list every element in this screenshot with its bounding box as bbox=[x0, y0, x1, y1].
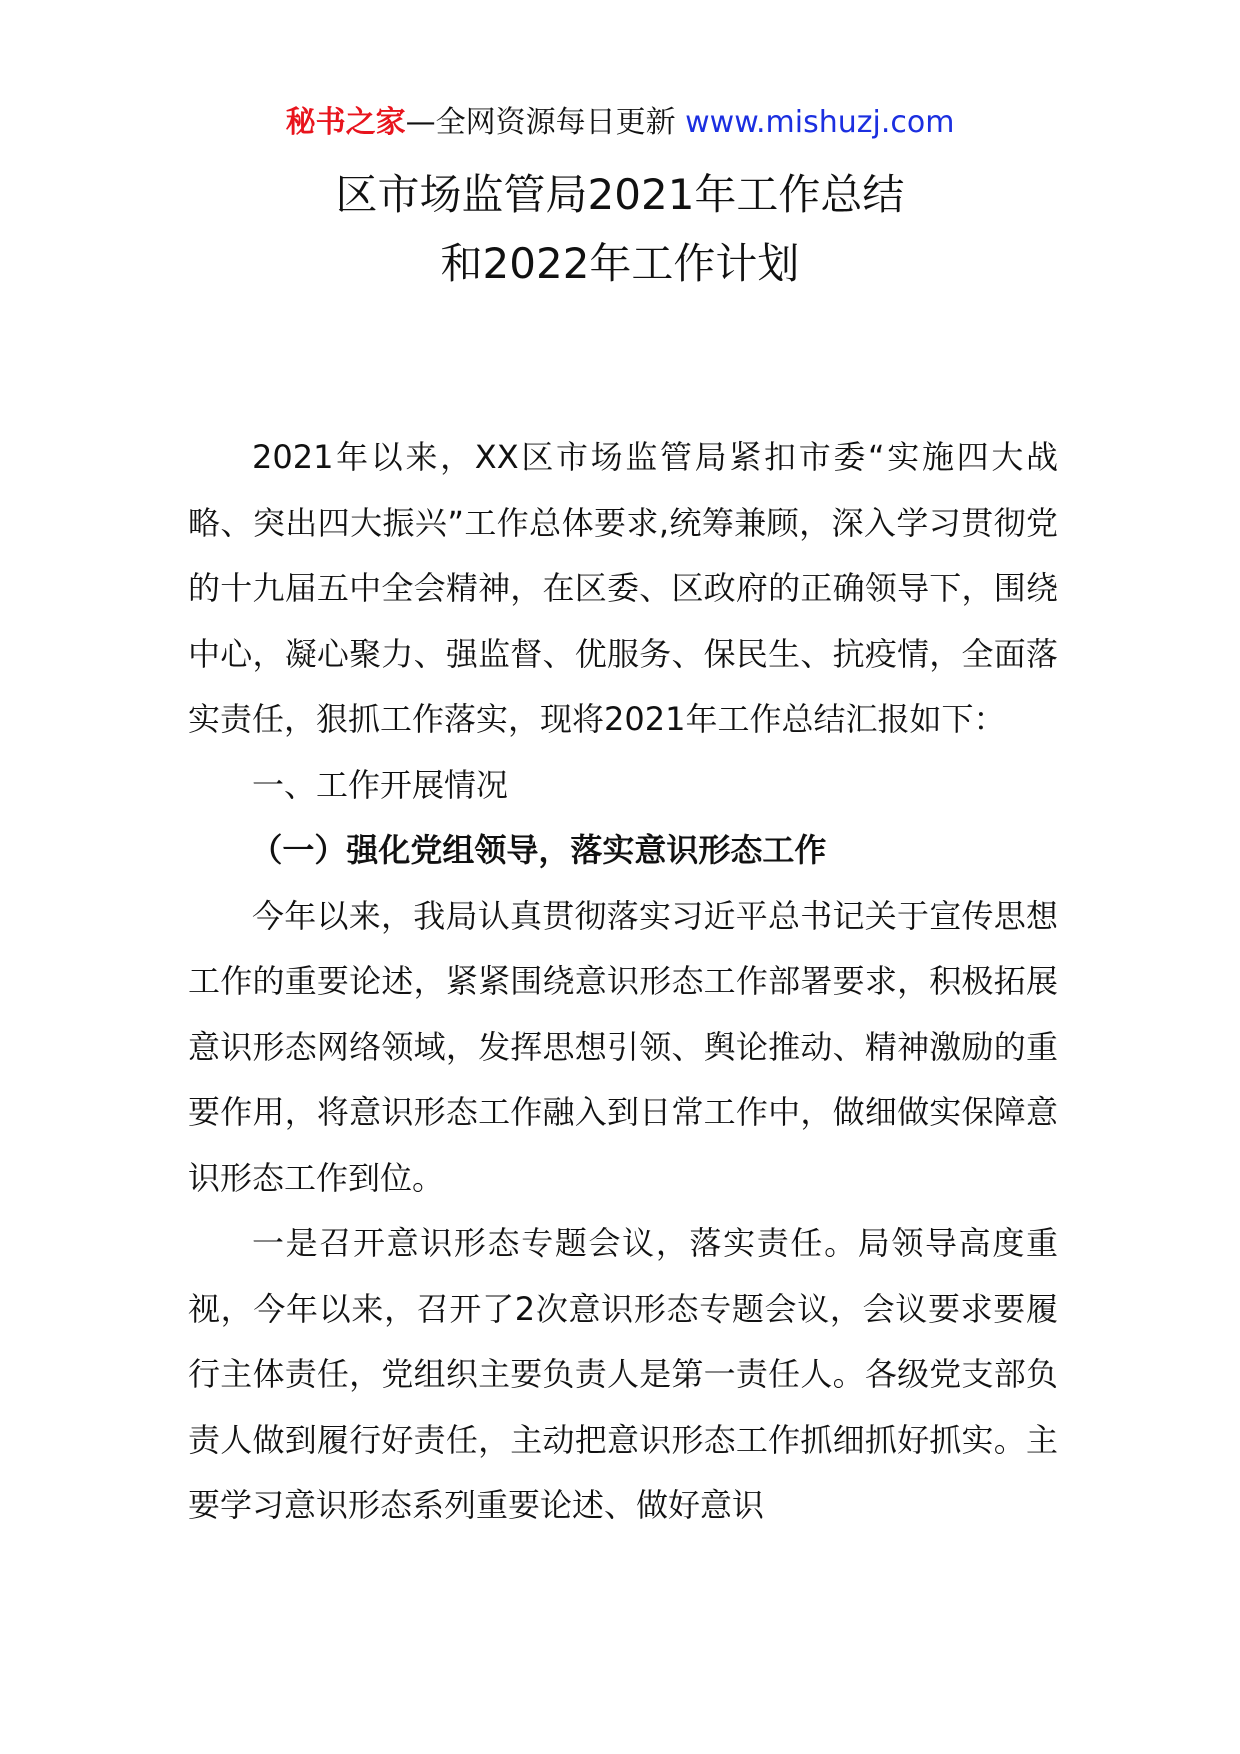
site-url-link[interactable]: www.mishuzj.com bbox=[685, 105, 955, 140]
site-banner bbox=[0, 100, 1240, 146]
document-title-line-2: 和2022年工作计划 bbox=[440, 239, 800, 288]
brand-name: 秘书之家 bbox=[285, 105, 406, 140]
body-paragraph: 一是召开意识形态专题会议，落实责任。局领导高度重视，今年以来，召开了2次意识形态专题会议，会议要求要履行主体责任，党组织主要负责人是第一责任人。各级党支部负责人做到履行好责任，主动把意识形态工作抓细抓好抓实。主要学习意识形态系列重要论述、做好意识 bbox=[188, 1224, 1058, 1524]
subsection-heading: （一）强化党组领导，落实意识形态工作 bbox=[250, 831, 827, 869]
section-heading: 一、工作开展情况 bbox=[252, 765, 509, 804]
intro-paragraph: 2021年以来，XX区市场监管局紧扣市委“实施四大战略、突出四大振兴”工作总体要求,统筹兼顾，深入学习贯彻党的十九届五中全会精神，在区委、区政府的正确领导下，围绕中心，凝心聚力、强监督、优服务、保民生、抗疫情，全面落实责任，狠抓工作落实，现将2021年工作总结汇报如下： bbox=[188, 438, 1058, 738]
document-body bbox=[188, 425, 1058, 1539]
document-title-line-1: 区市场监管局2021年工作总结 bbox=[335, 170, 905, 219]
body-paragraph: 今年以来，我局认真贯彻落实习近平总书记关于宣传思想工作的重要论述，紧紧围绕意识形态工作部署要求，积极拓展意识形态网络领域，发挥思想引领、舆论推动、精神激励的重要作用，将意识形态工作融入到日常工作中，做细做实保障意识形态工作到位。 bbox=[188, 896, 1058, 1197]
banner-tagline: —全网资源每日更新 bbox=[405, 105, 676, 140]
